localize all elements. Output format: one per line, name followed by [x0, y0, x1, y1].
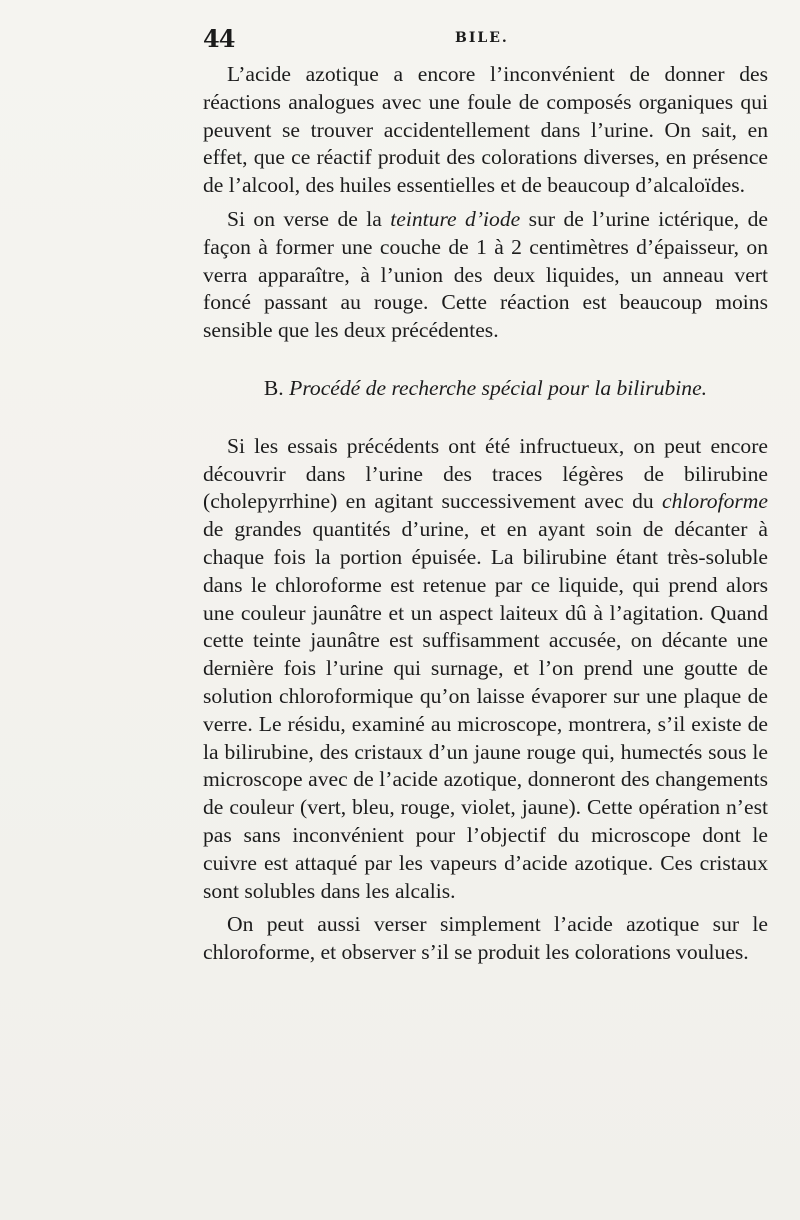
paragraph-nitric-on-chloroform: On peut aussi verser simplement l’acide azotique sur le chloroforme, et observer s’il se produit les colorations voulues.	[203, 912, 768, 965]
section-letter: B.	[263, 375, 284, 400]
body-text	[203, 61, 768, 967]
paragraph-iodine	[203, 206, 768, 345]
page-header	[203, 24, 768, 54]
chloroform-term: chloroforme	[662, 489, 768, 514]
page-number: 44	[203, 24, 235, 53]
paragraph-iodine-text-1: Si on verse de la	[227, 206, 391, 231]
paragraph-iodine-text-2: sur de l’urine ictérique, de façon à former une couche de 1 à 2 centimètres d’épaisseur, on verra apparaître, à l’union des deux liquides, un anneau vert foncé passant au rouge. Cette réaction est beaucoup moins sensible que les deux précédentes.	[203, 206, 769, 343]
running-title: BILE.	[455, 30, 509, 46]
section-heading	[203, 375, 768, 403]
paragraph-chloroform	[203, 433, 768, 906]
section-title: Procédé de recherche spécial pour la bilirubine.	[289, 375, 708, 400]
paragraph-chloroform-text-1: Si les essais précédents ont été infructueux, on peut encore découvrir dans l’urine des traces légères de bilirubine (cholepyrrhine) en agitant successivement avec du	[203, 433, 768, 514]
paragraph-chloroform-text-2: de grandes quantités d’urine, et en ayant soin de décanter à chaque fois la portion épuisée. La bilirubine étant très-soluble dans le chloroforme est retenue par ce liquide, qui prend alors une couleur jaunâtre et un aspect laiteux dû à l’agitation. Quand cette teinte jaunâtre est suffisamment accusée, on décante une dernière fois l’urine qui surnage, et l’on prend une goutte de solution chloroformique qu’on laisse évaporer sur une plaque de verre. Le résidu, examiné au microscope, montrera, s’il existe de la bilirubine, des cristaux d’un jaune rouge qui, humectés sous le microscope avec de l’acide azotique, donneront des changements de couleur (vert, bleu, rouge, violet, jaune). Cette opération n’est pas sans inconvénient pour l’objectif du microscope dont le cuivre est attaqué par les vapeurs d’acide azotique. Ces cristaux sont solubles dans les alcalis.	[203, 517, 768, 903]
paragraph-nitric-acid: L’acide azotique a encore l’inconvénient de donner des réactions analogues avec une foule de composés organiques qui peuvent se trouver accidentellement dans l’urine. On sait, en effet, que ce réactif produit des colorations diverses, en présence de l’alcool, des huiles essentielles et de beaucoup d’alcaloïdes.	[203, 62, 768, 198]
iodine-term: teinture d’iode	[390, 206, 521, 231]
